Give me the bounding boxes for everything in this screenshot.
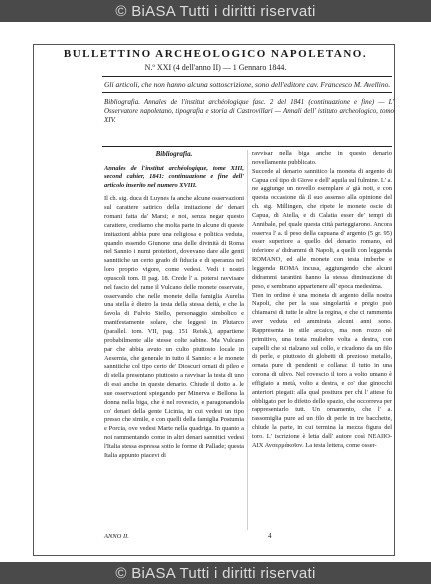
watermark-bottom-banner <box>0 562 431 584</box>
bibliography-summary: Bibliografia. Annales de l'institut archéologique fasc. 2 del 1841 (continuazione e fine) — L' Osservatore napoletano, tipografia e storia di Castrovillari — Annali dell' istituto archeologico, tomo XIV. <box>104 98 394 124</box>
left-column <box>104 150 244 461</box>
watermark-bottom-text: © BiASA Tutti i diritti riservati <box>115 564 316 582</box>
watermark-top-text: © BiASA Tutti i diritti riservati <box>115 2 316 20</box>
right-column-text-1: ravvisar nella biga anche in questo denario novellamente pubblicato. <box>252 150 392 166</box>
page-number: 4 <box>268 532 272 540</box>
editor-notice: Gli articoli, che non hanno alcuna sottoscrizione, sono dell'editore cav. Francesco M. Avellino. <box>104 80 391 89</box>
right-column-text-3: Tien in ordine è una moneta di argento della nostra Napoli, che per la sua singolarità e pregio può chiamarsi di tutte le altre la regina, e che ci rammenta aver veduta ed ammirata alcuni anni sono. Rappresenta in stile arcaico, ma non rozzo nè primitivo, una testa muliebre volta a destra, con capelli che si rialzano sul collo, e ricadono da un filo di perle, e piuttosto di globetti di prezioso metallo, ornata pure di pendenti e collana: il tutto in una corona di ulivo. Nel rovescio il toro a volto umano è effigiato a metà, volto a destra, e co' due ginocchi anteriori piegati: alla qual positura per chi l' attese fu obbligato per lo difetto dello spazio, che occorreva per rappresentarlo tutt. Un ornamento, che l' a. rassomiglia pure ad un filo di perle in tre bacchette, chiude la parte, in cui termina la mezza figura del toro. L' iscrizione è letta dall' autore così NEAIIO-AIX Avσερμάκοῖον. La testa lettera, come osser- <box>252 291 392 449</box>
section-title: Bibliografia. <box>155 150 193 158</box>
issue-date-line: N.º XXI (4 dell'anno II) — 1 Gennaro 1844. <box>144 63 287 72</box>
notice-rule <box>102 92 392 93</box>
footer-anno: ANNO II. <box>104 533 129 540</box>
header-rule <box>102 76 392 77</box>
column-divider <box>247 150 248 530</box>
watermark-top-banner <box>0 0 431 22</box>
summary-rule <box>102 146 392 147</box>
right-column-text-2: Succede al denario sannitico la moneta di argento di Capua col tipo di Giove e dell' aquila sul fulmine. L' a. ne aggiunge un novello esemplare a' già noti, e con questa occasione dà il suo assenso alla opinione del ch. sig. Millingen, che ripete le monete oscie di Capua, di Atella, e di Calatia esser de' tempi di Annibale, pel quale questa città parteggiarono. Ancora osserva l' a. il peso della capuana d' argento (5 gr. 95) esser superiore a quello del denario romano, ed inferiore a' didrammi di Napoli, a quelli con leggenda ROMANO, ed alle monete con testa imberbe e leggenda ROMA incusa, aggiungendo che alcuni didrammi tarantini hanno la stessa diminuzione di peso, e sembrano appartenere all' epoca medesima. <box>252 167 392 290</box>
article-title: Annales de l'institut archéologique, tome XIII, second cahier, 1841: continuazione e fine dell' articolo inserito nel numero XVIII. <box>104 164 244 189</box>
bulletin-title: BULLETTINO ARCHEOLOGICO NAPOLETANO. <box>63 48 368 60</box>
right-column <box>252 150 392 451</box>
left-column-text: Il ch. sig. duca di Luynes fa anche alcune osservazioni sul carattere satirico della imitazione de' denari romani fatta da' Marsi; e noi, senza negar questo carattere, crediamo che molta parte in alcune di queste imitazioni abbia pure una religiosa e politica veduta, quando essendo Giunone una delle divinità di Roma nel Sannio i numi protettori, dovevano dare alle genti sannitiche un certo grado di fiducia e di speranza nel loro proprio vigore, come vedesi. Vedi i nostri opuscoli tom. II pag. 18. Crede l' a. potersi ravvisare nel fascio del rame il Vulcano delle monete osservate, osservando che nelle monete della famiglia Aurelia una stella è dietro la testa della stessa deità, e che la favola di Fulvio Stello, personaggio simbolico e manifestamente solare, che leggesi in Plutarco (parallel. tom. VII, pag. 151 Reisk.), appartiene probabilmente alle stesse colte sabine. Ma Vulcano par che abbia avuto un culto piuttosto locale in Aesernia, che generale in tutto il Sannio: e le monete sannitiche col tipo certo de' Dioscuri ornati di pileo e di stella presentano piuttosto a ravvisar la testa di uno di essi anche in queste denario. Chiude il dotto a. le sue osservazioni spiegando per Minerva e Bellona la donna nella biga, che è nel rovescio, e paragonandola co' denari della gente Licinia, in cui vedesi un tipo presso che simile, e con quelli della famiglia Postumia e Porcia, ove vedesi Marte nella quadriga. In quanto a noi rammentando come in altri denari sannitici vedesi l'Italia stessa espressa sotto le forme di Pallade; questa Italia appunto piacevi di <box>104 195 244 459</box>
